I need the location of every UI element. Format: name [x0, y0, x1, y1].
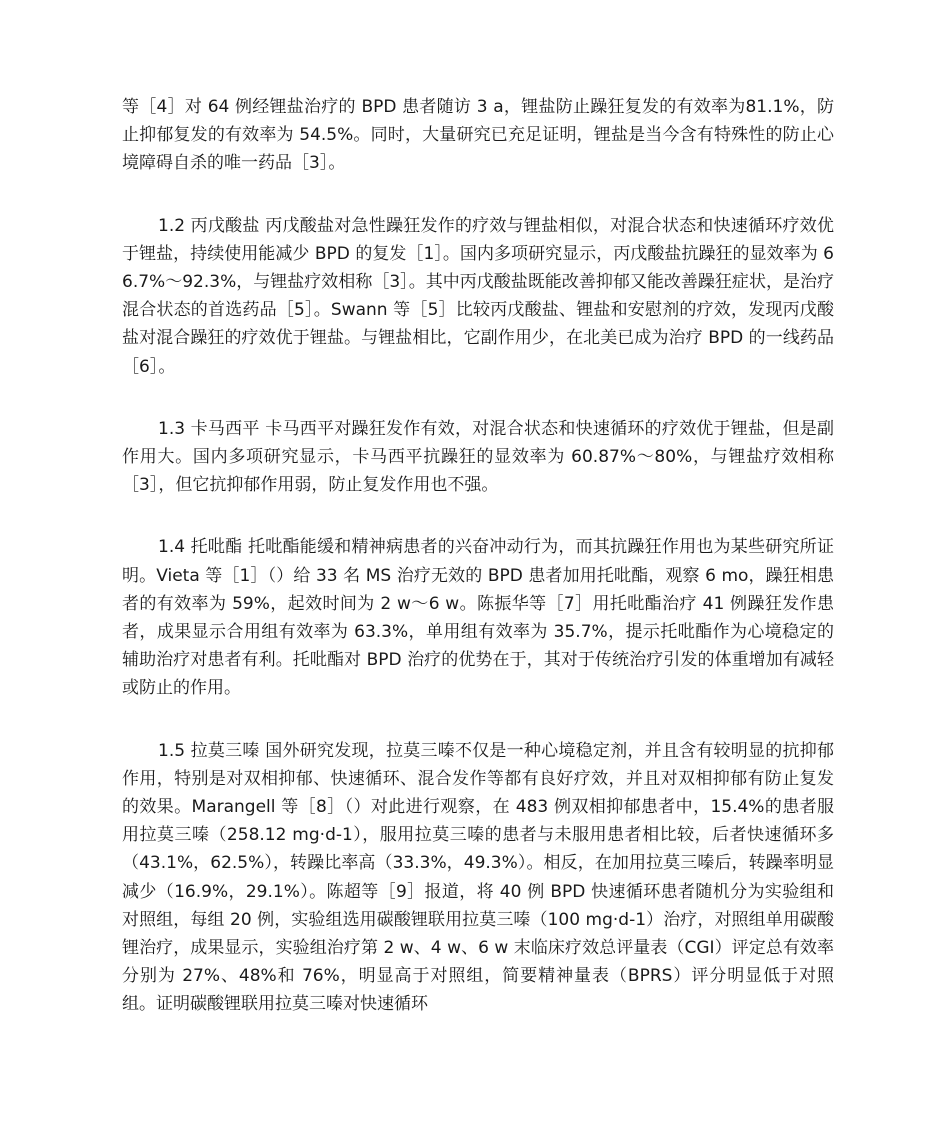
paragraph-valproate: 1.2 丙戊酸盐 丙戊酸盐对急性躁狂发作的疗效与锂盐相似，对混合状态和快速循环疗效优于锂盐，持续使用能减少 BPD 的复发［1］。国内多项研究显示，丙戊酸盐抗躁狂的显效率为 66.7%～92.3%，与锂盐疗效相称［3］。其中丙戊酸盐既能改善抑郁又能改善躁狂症状，是治疗混合状态的首选药品［5］。Swann 等［5］比较丙戊酸盐、锂盐和安慰剂的疗效，发现丙戊酸盐对混合躁狂的疗效优于锂盐。与锂盐相比，它副作用少，在北美已成为治疗 BPD 的一线药品［6］。 [122, 215, 834, 377]
paragraph-topiramate: 1.4 托吡酯 托吡酯能缓和精神病患者的兴奋冲动行为，而其抗躁狂作用也为某些研究所证明。Vieta 等［1］（）给 33 名 MS 治疗无效的 BPD 患者加用托吡酯，观察 6 mo，躁狂相患者的有效率为 59%，起效时间为 2 w～6 w。陈振华等［7］用托吡酯治疗 41 例躁狂发作患者，成果显示合用组有效率为 63.3%，单用组有效率为 35.7%，提示托吡酯作为心境稳定的辅助治疗对患者有利。托吡酯对 BPD 治疗的优势在于，其对于传统治疗引发的体重增加有减轻或防止的作用。 [122, 537, 834, 699]
paragraph-lithium-continued: 等［4］对 64 例经锂盐治疗的 BPD 患者随访 3 a，锂盐防止躁狂复发的有效率为81.1%，防止抑郁复发的有效率为 54.5%。同时，大量研究已充足证明，锂盐是当今含有特殊性的防止心境障碍自杀的唯一药品［3］。 [122, 97, 834, 174]
paragraph-lamotrigine: 1.5 拉莫三嗪 国外研究发现，拉莫三嗪不仅是一种心境稳定剂，并且含有较明显的抗抑郁作用，特别是对双相抑郁、快速循环、混合发作等都有良好疗效，并且对双相抑郁有防止复发的效果。Marangell 等［8］（）对此进行观察，在 483 例双相抑郁患者中，15.4%的患者服用拉莫三嗪（258.12 mg·d-1），服用拉莫三嗪的患者与未服用患者相比较，后者快速循环多（43.1%，62.5%），转躁比率高（33.3%，49.3%）。相反，在加用拉莫三嗪后，转躁率明显减少（16.9%，29.1%）。陈超等［9］报道，将 40 例 BPD 快速循环患者随机分为实验组和对照组，每组 20 例，实验组选用碳酸锂联用拉莫三嗪（100 mg·d-1）治疗，对照组单用碳酸锂治疗，成果显示，实验组治疗第 2 w、4 w、6 w 末临床疗效总评量表（CGI）评定总有效率分别为 27%、48%和 76%，明显高于对照组，简要精神量表（BPRS）评分明显低于对照组。证明碳酸锂联用拉莫三嗪对快速循环 [122, 740, 834, 1015]
document-body [122, 93, 834, 1019]
paragraph-carbamazepine: 1.3 卡马西平 卡马西平对躁狂发作有效，对混合状态和快速循环的疗效优于锂盐，但是副作用大。国内多项研究显示，卡马西平抗躁狂的显效率为 60.87%～80%，与锂盐疗效相称［3］，但它抗抑郁作用弱，防止复发作用也不强。 [122, 418, 834, 496]
